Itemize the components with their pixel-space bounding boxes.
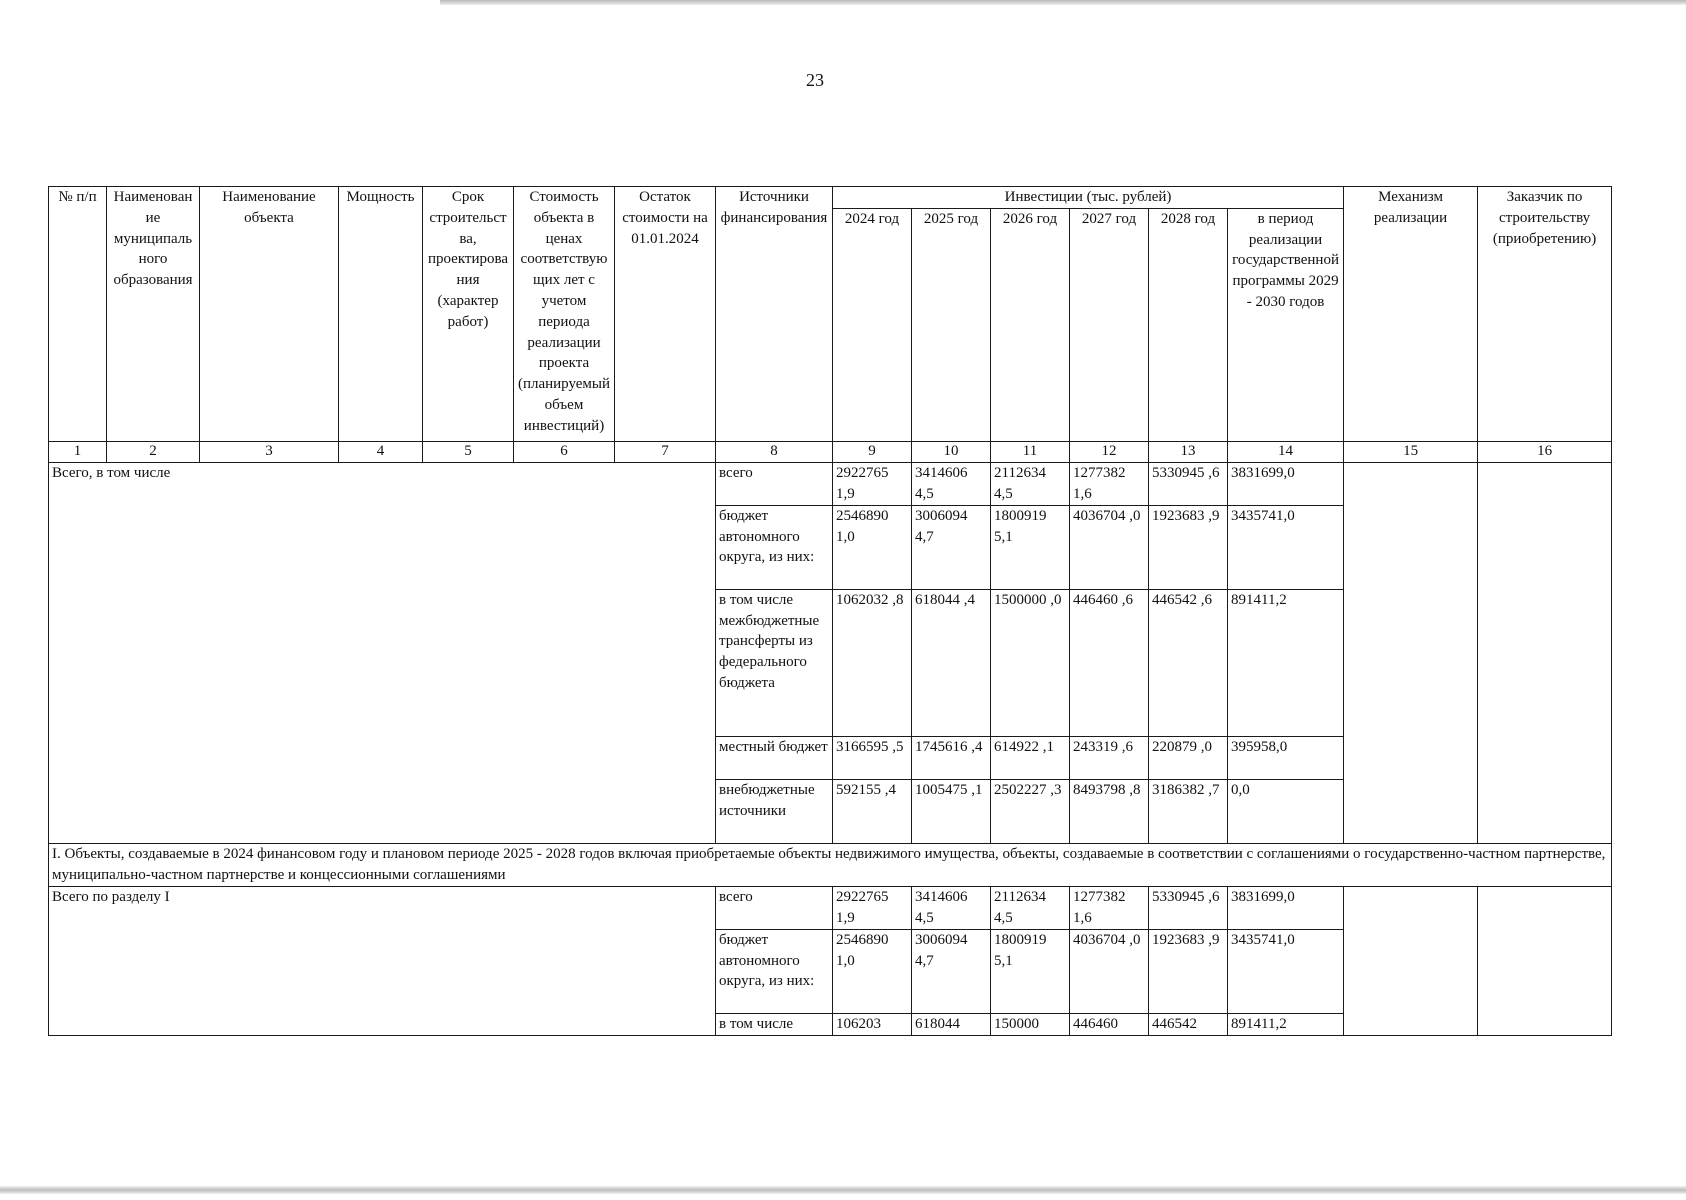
value-cell: 1923683 ,9 (1149, 505, 1228, 589)
value-cell: 614922 ,1 (991, 736, 1070, 779)
value-cell: 618044 (912, 1013, 991, 1035)
column-number: 14 (1228, 441, 1344, 462)
source-cell: местный бюджет (716, 736, 833, 779)
value-cell: 1800919 5,1 (991, 929, 1070, 1013)
value-cell: 4036704 ,0 (1070, 929, 1149, 1013)
header-investments: Инвестиции (тыс. рублей) (833, 187, 1344, 209)
value-cell: 5330945 ,6 (1149, 886, 1228, 929)
column-number: 12 (1070, 441, 1149, 462)
value-cell: 243319 ,6 (1070, 736, 1149, 779)
value-cell: 1745616 ,4 (912, 736, 991, 779)
section-row-all (49, 886, 1612, 929)
section-title: I. Объекты, создаваемые в 2024 финансовом году и плановом периоде 2025 - 2028 годов включая приобретаемые объекты недвижимого имущества, объекты, создаваемые в соответствии с соглашениями о государственно-частном партнерстве, муниципально-частном партнерстве и концессионными соглашениями (49, 843, 1612, 886)
header-object-name: Наименование объекта (200, 187, 339, 442)
column-number: 3 (200, 441, 339, 462)
column-number: 16 (1478, 441, 1612, 462)
value-cell: 3435741,0 (1228, 505, 1344, 589)
column-number: 13 (1149, 441, 1228, 462)
column-number: 9 (833, 441, 912, 462)
customer-cell (1478, 462, 1612, 843)
value-cell: 1277382 1,6 (1070, 886, 1149, 929)
scan-edge-bottom (0, 1186, 1686, 1194)
value-cell: 592155 ,4 (833, 779, 912, 843)
value-cell: 3831699,0 (1228, 462, 1344, 505)
column-number: 8 (716, 441, 833, 462)
header-year-2026: 2026 год (991, 208, 1070, 441)
value-cell: 150000 (991, 1013, 1070, 1035)
value-cell: 2922765 1,9 (833, 462, 912, 505)
value-cell: 446542 (1149, 1013, 1228, 1035)
value-cell: 3831699,0 (1228, 886, 1344, 929)
value-cell: 3006094 4,7 (912, 505, 991, 589)
source-cell: бюджет автономного округа, из них: (716, 505, 833, 589)
value-cell: 891411,2 (1228, 589, 1344, 736)
header-mechanism: Механизм реализации (1344, 187, 1478, 442)
value-cell: 3435741,0 (1228, 929, 1344, 1013)
value-cell: 8493798 ,8 (1070, 779, 1149, 843)
value-cell: 3414606 4,5 (912, 886, 991, 929)
mechanism-cell (1344, 886, 1478, 1035)
total-row-all (49, 462, 1612, 505)
value-cell: 220879 ,0 (1149, 736, 1228, 779)
value-cell: 891411,2 (1228, 1013, 1344, 1035)
header-year-2025: 2025 год (912, 208, 991, 441)
header-year-2028: 2028 год (1149, 208, 1228, 441)
value-cell: 1923683 ,9 (1149, 929, 1228, 1013)
value-cell: 1005475 ,1 (912, 779, 991, 843)
header-row (49, 187, 1612, 209)
header-municipality: Наименование муниципального образования (107, 187, 200, 442)
column-number: 5 (423, 441, 514, 462)
column-number: 15 (1344, 441, 1478, 462)
value-cell: 106203 (833, 1013, 912, 1035)
section-title-row (49, 843, 1612, 886)
column-number: 6 (514, 441, 615, 462)
column-number: 11 (991, 441, 1070, 462)
section-total-label: Всего по разделу I (49, 886, 716, 1035)
value-cell: 395958,0 (1228, 736, 1344, 779)
value-cell: 2112634 4,5 (991, 462, 1070, 505)
value-cell: 2502227 ,3 (991, 779, 1070, 843)
value-cell: 2112634 4,5 (991, 886, 1070, 929)
investment-table (48, 186, 1612, 1036)
header-period: в период реализации государственной программы 2029 - 2030 годов (1228, 208, 1344, 441)
customer-cell (1478, 886, 1612, 1035)
value-cell: 3166595 ,5 (833, 736, 912, 779)
header-cost: Стоимость объекта в ценах соответствующих лет с учетом периода реализации проекта (планируемый объем инвестиций) (514, 187, 615, 442)
total-label: Всего, в том числе (49, 462, 716, 843)
value-cell: 2546890 1,0 (833, 929, 912, 1013)
value-cell: 1500000 ,0 (991, 589, 1070, 736)
source-cell: всего (716, 462, 833, 505)
header-term: Срок строительства, проектирования (характер работ) (423, 187, 514, 442)
source-cell: всего (716, 886, 833, 929)
header-year-2027: 2027 год (1070, 208, 1149, 441)
source-cell: бюджет автономного округа, из них: (716, 929, 833, 1013)
header-funding-sources: Источники финансирования (716, 187, 833, 442)
source-cell: внебюджетные источники (716, 779, 833, 843)
value-cell: 446460 ,6 (1070, 589, 1149, 736)
scan-edge-top (440, 0, 1686, 5)
value-cell: 1800919 5,1 (991, 505, 1070, 589)
column-number: 2 (107, 441, 200, 462)
value-cell: 1062032 ,8 (833, 589, 912, 736)
column-numbers-row (49, 441, 1612, 462)
value-cell: 3006094 4,7 (912, 929, 991, 1013)
header-remaining-cost: Остаток стоимости на 01.01.2024 (615, 187, 716, 442)
page-number: 23 (806, 70, 824, 90)
column-number: 1 (49, 441, 107, 462)
column-number: 10 (912, 441, 991, 462)
header-number: № п/п (49, 187, 107, 442)
header-customer: Заказчик по строительству (приобретению) (1478, 187, 1612, 442)
column-number: 7 (615, 441, 716, 462)
value-cell: 3414606 4,5 (912, 462, 991, 505)
value-cell: 2922765 1,9 (833, 886, 912, 929)
value-cell: 3186382 ,7 (1149, 779, 1228, 843)
column-number: 4 (339, 441, 423, 462)
source-cell: в том числе межбюджетные трансферты из федерального бюджета (716, 589, 833, 736)
value-cell: 618044 ,4 (912, 589, 991, 736)
value-cell: 446460 (1070, 1013, 1149, 1035)
source-cell: в том числе (716, 1013, 833, 1035)
value-cell: 0,0 (1228, 779, 1344, 843)
header-year-2024: 2024 год (833, 208, 912, 441)
value-cell: 5330945 ,6 (1149, 462, 1228, 505)
value-cell: 446542 ,6 (1149, 589, 1228, 736)
value-cell: 4036704 ,0 (1070, 505, 1149, 589)
mechanism-cell (1344, 462, 1478, 843)
value-cell: 2546890 1,0 (833, 505, 912, 589)
header-capacity: Мощность (339, 187, 423, 442)
value-cell: 1277382 1,6 (1070, 462, 1149, 505)
